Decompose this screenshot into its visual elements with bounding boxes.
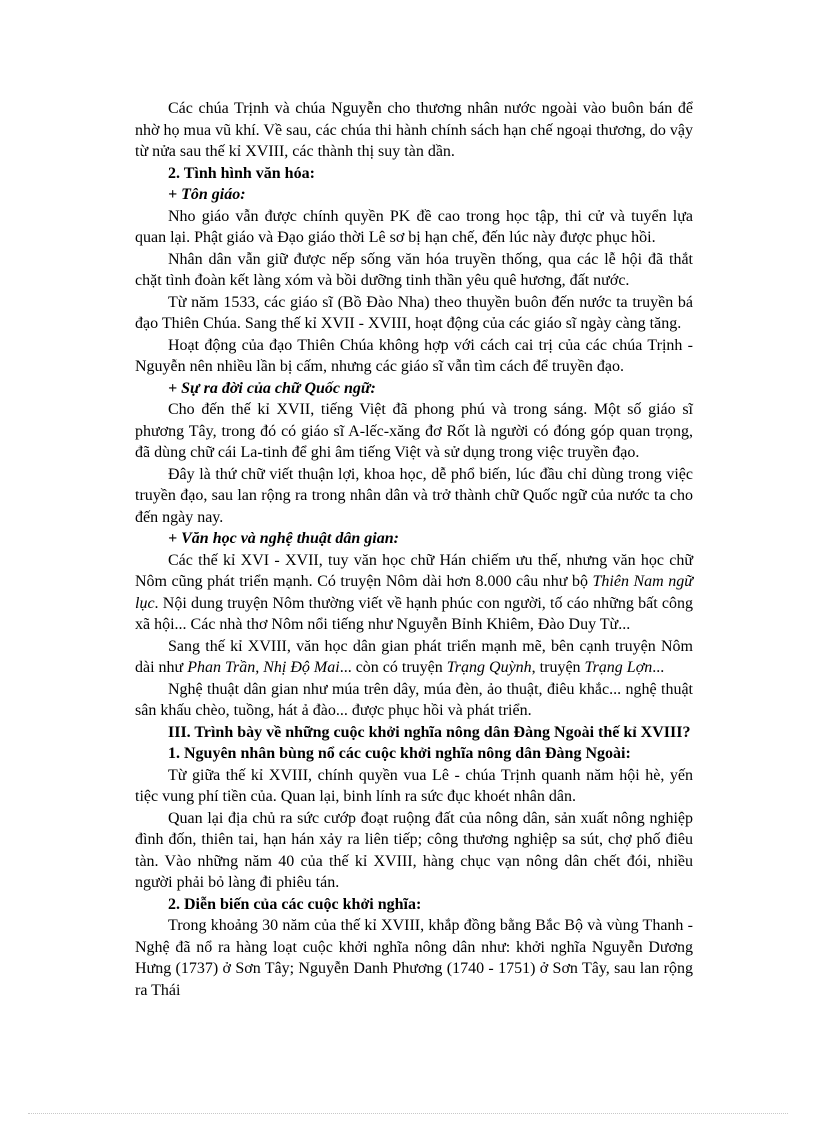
text-run: Các chúa Trịnh và chúa Nguyễn cho thương nhân nước ngoài vào buôn bán để nhờ họ mua vũ khí. Về sau, các chúa thi hành chính sách hạn chế ngoại thương, do vậy từ nửa sau thế kỉ XVIII, các thành thị suy tàn dần. xyxy=(135,100,693,160)
text-run: Từ giữa thế kỉ XVIII, chính quyền vua Lê - chúa Trịnh quanh năm hội hè, yến tiệc vung phí tiền của. Quan lại, binh lính ra sức đục khoét nhân dân. xyxy=(135,766,693,805)
italic-text: Thiên Nam ngữ lục xyxy=(135,573,693,612)
section-heading xyxy=(135,163,693,185)
paragraph xyxy=(135,98,693,163)
text-run: Quan lại địa chủ ra sức cướp đoạt ruộng đất của nông dân, sản xuất nông nghiệp đình đốn, thiên tai, hạn hán xảy ra liên tiếp; công thương nghiệp sa sút, chợ phố điêu tàn. Vào những năm 40 của thế kỉ XVIII, hàng chục vạn nông dân chết đói, nhiều người phải bỏ làng đi phiêu tán. xyxy=(135,809,693,891)
paragraph xyxy=(135,636,693,679)
paragraph xyxy=(135,808,693,894)
page-bottom-border xyxy=(28,1113,788,1114)
subsection-heading xyxy=(135,184,693,206)
text-run: 1. Nguyên nhân bùng nổ các cuộc khởi nghĩa nông dân Đàng Ngoài: xyxy=(168,745,631,762)
text-run: Cho đến thế kỉ XVII, tiếng Việt đã phong phú và trong sáng. Một số giáo sĩ phương Tây, trong đó có giáo sĩ A-lếc-xăng đơ Rốt là người có đóng góp quan trọng, đã dùng chữ cái La-tinh để ghi âm tiếng Việt và sử dụng trong việc truyền đạo. xyxy=(135,401,693,461)
text-run: Hoạt động của đạo Thiên Chúa không hợp với cách cai trị của các chúa Trịnh - Nguyễn nên nhiều lần bị cấm, nhưng các giáo sĩ vẫn tìm cách để truyền đạo. xyxy=(135,336,693,375)
italic-text: Phan Trần, Nhị Độ Mai xyxy=(187,659,340,676)
text-run: Nghệ thuật dân gian như múa trên dây, múa đèn, ảo thuật, điêu khắc... nghệ thuật sân khấu chèo, tuồng, hát ả đào... được phục hồi và phát triển. xyxy=(135,680,693,719)
text-run: Các thế kỉ XVI - XVII, tuy văn học chữ Hán chiếm ưu thế, nhưng văn học chữ Nôm cũng phát triển mạnh. Có truyện Nôm dài hơn 8.000 câu như bộ xyxy=(135,551,693,590)
text-run: ... xyxy=(652,659,665,676)
italic-text: Trạng Quỳnh xyxy=(446,659,532,676)
subsection-heading xyxy=(135,378,693,400)
paragraph xyxy=(135,292,693,335)
subsection-heading xyxy=(135,528,693,550)
paragraph xyxy=(135,550,693,636)
text-run: Sang thế kỉ XVIII, văn học dân gian phát triển mạnh mẽ, bên cạnh truyện Nôm dài như xyxy=(135,637,693,676)
text-run: + Tôn giáo: xyxy=(168,186,246,203)
text-run: 2. Diễn biến của các cuộc khởi nghĩa: xyxy=(168,895,422,913)
text-run: + Văn học và nghệ thuật dân gian: xyxy=(168,530,399,547)
paragraph xyxy=(135,464,693,529)
paragraph xyxy=(135,399,693,464)
text-run: Nhân dân vẫn giữ được nếp sống văn hóa truyền thống, qua các lễ hội đã thắt chặt tình đoàn kết làng xóm và bồi dưỡng tinh thần yêu quê hương, đất nước. xyxy=(135,250,693,289)
question-heading xyxy=(135,722,693,744)
text-run: + Sự ra đời của chữ Quốc ngữ: xyxy=(168,379,376,397)
italic-text: Trạng Lợn xyxy=(584,659,653,676)
text-run: Đây là thứ chữ viết thuận lợi, khoa học, dễ phổ biến, lúc đầu chỉ dùng trong việc truyền đạo, sau lan rộng ra trong nhân dân và trở thành chữ Quốc ngữ của nước ta cho đến ngày nay. xyxy=(135,465,693,526)
text-run: III. Trình bày về những cuộc khởi nghĩa nông dân Đàng Ngoài thế kỉ XVIII? xyxy=(168,723,691,741)
text-run: 2. Tình hình văn hóa: xyxy=(168,164,315,182)
text-run: , truyện xyxy=(531,659,585,676)
section-heading xyxy=(135,894,693,916)
text-run: ... còn có truyện xyxy=(339,659,447,676)
section-heading xyxy=(135,743,693,765)
paragraph xyxy=(135,335,693,378)
paragraph xyxy=(135,765,693,808)
text-run: Từ năm 1533, các giáo sĩ (Bồ Đào Nha) theo thuyền buôn đến nước ta truyền bá đạo Thiên Chúa. Sang thế kỉ XVII - XVIII, hoạt động của các giáo sĩ ngày càng tăng. xyxy=(135,293,693,332)
text-run: Trong khoảng 30 năm của thế kỉ XVIII, khắp đồng bằng Bắc Bộ và vùng Thanh - Nghệ đã nổ ra hàng loạt cuộc khởi nghĩa nông dân như: khởi nghĩa Nguyễn Dương Hưng (1737) ở Sơn Tây; Nguyễn Danh Phương (1740 - 1751) ở Sơn Tây, sau lan rộng ra Thái xyxy=(135,917,693,999)
paragraph xyxy=(135,915,693,1001)
paragraph xyxy=(135,206,693,249)
document-page xyxy=(135,98,693,1001)
paragraph xyxy=(135,679,693,722)
paragraph xyxy=(135,249,693,292)
text-run: Nho giáo vẫn được chính quyền PK đề cao trong học tập, thi cử và tuyển lựa quan lại. Phật giáo và Đạo giáo thời Lê sơ bị hạn chế, đến lúc này được phục hồi. xyxy=(135,207,693,246)
text-run: . Nội dung truyện Nôm thường viết về hạnh phúc con người, tố cáo những bất công xã hội... Các nhà thơ Nôm nổi tiếng như Nguyễn Bỉnh Khiêm, Đào Duy Từ... xyxy=(135,594,693,633)
